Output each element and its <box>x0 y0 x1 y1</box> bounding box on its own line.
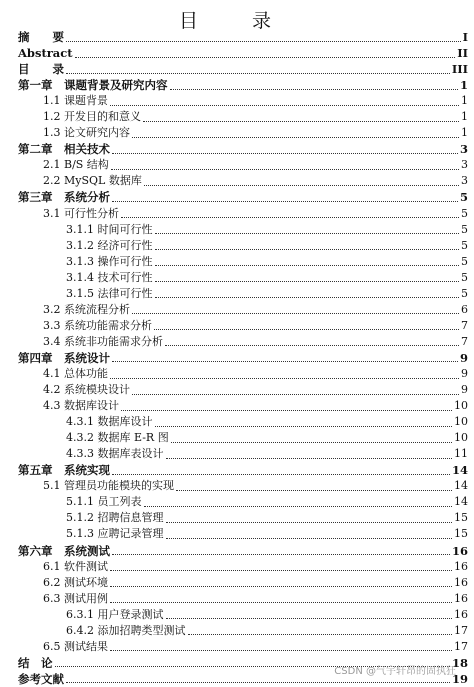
toc-entry-label: 3.1.2 经济可行性 <box>66 238 153 252</box>
dot-leader <box>155 426 453 427</box>
toc-entry-page-number: 3 <box>459 142 468 157</box>
toc-entry-page-number: 7 <box>461 318 468 332</box>
toc-section-entry[interactable] <box>0 398 474 414</box>
dot-leader <box>155 249 460 250</box>
dot-leader <box>166 458 453 459</box>
toc-section-entry[interactable] <box>0 591 474 607</box>
toc-chapter-entry[interactable] <box>0 77 474 93</box>
toc-entry-page-number: 3 <box>461 174 468 188</box>
dot-leader <box>121 410 452 411</box>
toc-entry-label: 2.2 MySQL 数据库 <box>43 174 142 188</box>
toc-entry-label: 1.2 开发目的和意义 <box>43 110 141 124</box>
dot-leader <box>75 57 456 58</box>
dot-leader <box>188 634 453 635</box>
toc-subsection-entry[interactable] <box>0 446 474 462</box>
toc-section-entry[interactable] <box>0 173 474 189</box>
toc-section-entry[interactable] <box>0 366 474 382</box>
toc-chapter-entry[interactable] <box>0 45 474 61</box>
dot-leader <box>170 89 458 90</box>
toc-chapter-entry[interactable] <box>0 350 474 366</box>
toc-chapter-entry[interactable] <box>0 462 474 478</box>
toc-entry-page-number: 10 <box>454 431 468 445</box>
toc-section-entry[interactable] <box>0 639 474 655</box>
toc-entry-page-number: 9 <box>459 350 468 365</box>
toc-subsection-entry[interactable] <box>0 607 474 623</box>
toc-entry-label: 6.3.1 用户登录测试 <box>66 607 164 621</box>
toc-chapter-entry[interactable] <box>0 189 474 205</box>
toc-subsection-entry[interactable] <box>0 430 474 446</box>
toc-entry-label: 6.5 测试结果 <box>43 639 108 653</box>
toc-section-entry[interactable] <box>0 575 474 591</box>
toc-entry-label: 4.3.2 数据库 E-R 图 <box>66 431 169 445</box>
dot-leader <box>171 442 452 443</box>
toc-entry-label: 3.1.5 法律可行性 <box>66 286 153 300</box>
toc-entry-page-number: 19 <box>451 671 468 686</box>
dot-leader <box>155 297 460 298</box>
toc-entry-page-number: 18 <box>451 655 468 670</box>
toc-entry-label: 2.1 B/S 结构 <box>43 158 109 172</box>
toc-entry-label: 4.1 总体功能 <box>43 366 108 380</box>
toc-entry-page-number: 15 <box>454 527 468 541</box>
toc-subsection-entry[interactable] <box>0 286 474 302</box>
toc-entry-label: 3.2 系统流程分析 <box>43 302 130 316</box>
toc-subsection-entry[interactable] <box>0 526 474 542</box>
dot-leader <box>143 121 459 122</box>
toc-chapter-entry[interactable] <box>0 543 474 559</box>
toc-entry-page-number: 1 <box>459 78 468 93</box>
dot-leader <box>165 345 459 346</box>
toc-entry-page-number: 14 <box>451 463 468 478</box>
toc-entry-page-number: 11 <box>454 447 468 461</box>
toc-entry-label: 6.2 测试环境 <box>43 575 108 589</box>
toc-entry-label: 5.1.2 招聘信息管理 <box>66 511 164 525</box>
toc-entry-label: 3.4 系统非功能需求分析 <box>43 334 163 348</box>
toc-entry-label: 参考文献 <box>18 671 64 686</box>
dot-leader <box>132 394 459 395</box>
dot-leader <box>110 570 452 571</box>
dot-leader <box>166 538 453 539</box>
toc-entry-page-number: 6 <box>461 302 468 316</box>
toc-section-entry[interactable] <box>0 109 474 125</box>
toc-entry-label: 目 录 <box>18 62 64 77</box>
toc-entry-page-number: 9 <box>461 366 468 380</box>
toc-entry-label: 5.1.3 应聘记录管理 <box>66 527 164 541</box>
toc-chapter-entry[interactable] <box>0 61 474 77</box>
dot-leader <box>111 169 459 170</box>
dot-leader <box>112 361 458 362</box>
toc-entry-page-number: 3 <box>461 158 468 172</box>
toc-entry-page-number: 5 <box>459 190 468 205</box>
toc-entry-label: Abstract <box>18 46 73 61</box>
dot-leader <box>112 153 458 154</box>
dot-leader <box>166 522 453 523</box>
toc-subsection-entry[interactable] <box>0 238 474 254</box>
watermark: CSDN @气宇轩昂的固执狂 <box>334 666 456 677</box>
toc-section-entry[interactable] <box>0 93 474 109</box>
toc-entry-label: 4.3.1 数据库设计 <box>66 415 153 429</box>
dot-leader <box>176 490 452 491</box>
toc-entry-page-number: 14 <box>454 479 468 493</box>
toc-subsection-entry[interactable] <box>0 270 474 286</box>
toc-entry-label: 第一章 课题背景及研究内容 <box>18 78 168 93</box>
toc-subsection-entry[interactable] <box>0 494 474 510</box>
toc-entry-page-number: 16 <box>451 543 468 558</box>
toc-entry-label: 5.1 管理员功能模块的实现 <box>43 479 174 493</box>
dot-leader <box>166 618 453 619</box>
toc-subsection-entry[interactable] <box>0 510 474 526</box>
dot-leader <box>112 201 458 202</box>
dot-leader <box>154 329 459 330</box>
toc-entry-label: 摘 要 <box>18 30 64 44</box>
toc-section-entry[interactable] <box>0 382 474 398</box>
toc-entry-label: 4.2 系统模块设计 <box>43 383 130 397</box>
dot-leader <box>155 233 460 234</box>
toc-entry-page-number: 5 <box>461 238 468 252</box>
toc-entry-page-number: 15 <box>454 511 468 525</box>
toc-subsection-entry[interactable] <box>0 222 474 238</box>
dot-leader <box>144 506 453 507</box>
toc-entry-label: 3.1 可行性分析 <box>43 206 119 220</box>
dot-leader <box>66 73 450 74</box>
toc-entry-label: 3.1.4 技术可行性 <box>66 270 153 284</box>
dot-leader <box>121 217 459 218</box>
toc-entry-label: 结 论 <box>18 655 53 670</box>
toc-entry-page-number: II <box>457 46 468 61</box>
toc-section-entry[interactable] <box>0 334 474 350</box>
toc-entry-page-number: 10 <box>454 415 468 429</box>
toc-subsection-entry[interactable] <box>0 254 474 270</box>
toc-entry-label: 第四章 系统设计 <box>18 350 110 365</box>
toc-subsection-entry[interactable] <box>0 623 474 639</box>
toc-section-entry[interactable] <box>0 478 474 494</box>
toc-entry-label: 3.3 系统功能需求分析 <box>43 318 152 332</box>
table-of-contents <box>0 29 474 687</box>
toc-entry-label: 1.3 论文研究内容 <box>43 126 130 140</box>
dot-leader <box>66 682 450 683</box>
toc-entry-label: 6.4.2 添加招聘类型测试 <box>66 623 186 637</box>
toc-chapter-entry[interactable] <box>0 141 474 157</box>
dot-leader <box>155 265 460 266</box>
toc-entry-label: 4.3 数据库设计 <box>43 399 119 413</box>
toc-entry-page-number: 16 <box>454 607 468 621</box>
toc-entry-page-number: III <box>451 62 468 77</box>
toc-entry-label: 第五章 系统实现 <box>18 463 110 478</box>
toc-entry-label: 6.3 测试用例 <box>43 591 108 605</box>
toc-entry-label: 第二章 相关技术 <box>18 142 110 157</box>
dot-leader <box>132 137 459 138</box>
dot-leader <box>112 474 450 475</box>
toc-entry-page-number: 16 <box>454 575 468 589</box>
toc-entry-label: 6.1 软件测试 <box>43 559 108 573</box>
toc-entry-page-number: 16 <box>454 591 468 605</box>
toc-section-entry[interactable] <box>0 318 474 334</box>
toc-entry-page-number: 5 <box>461 286 468 300</box>
toc-entry-label: 3.1.1 时间可行性 <box>66 222 153 236</box>
page-title: 目 录 <box>178 10 296 32</box>
dot-leader <box>66 41 461 42</box>
toc-entry-page-number: 14 <box>454 495 468 509</box>
toc-entry-page-number: 5 <box>461 270 468 284</box>
dot-leader <box>132 313 459 314</box>
dot-leader <box>110 602 452 603</box>
toc-entry-page-number: 1 <box>461 110 468 124</box>
dot-leader <box>110 105 459 106</box>
toc-entry-page-number: 7 <box>461 334 468 348</box>
toc-entry-page-number: 5 <box>461 254 468 268</box>
toc-entry-label: 5.1.1 员工列表 <box>66 495 142 509</box>
dot-leader <box>110 586 452 587</box>
toc-entry-page-number: 1 <box>461 94 468 108</box>
toc-entry-label: 1.1 课题背景 <box>43 94 108 108</box>
toc-entry-page-number: 10 <box>454 399 468 413</box>
toc-entry-page-number: I <box>462 30 468 44</box>
dot-leader <box>110 378 459 379</box>
toc-entry-page-number: 16 <box>454 559 468 573</box>
dot-leader <box>155 281 460 282</box>
dot-leader <box>144 185 459 186</box>
toc-entry-page-number: 17 <box>454 623 468 637</box>
toc-section-entry[interactable] <box>0 157 474 173</box>
toc-section-entry[interactable] <box>0 206 474 222</box>
toc-entry-label: 第六章 系统测试 <box>18 543 110 558</box>
dot-leader <box>110 650 452 651</box>
toc-section-entry[interactable] <box>0 125 474 141</box>
toc-entry-label: 第三章 系统分析 <box>18 190 110 205</box>
toc-chapter-entry[interactable] <box>0 29 474 45</box>
dot-leader <box>112 554 450 555</box>
toc-entry-page-number: 5 <box>461 206 468 220</box>
toc-entry-page-number: 9 <box>461 383 468 397</box>
toc-section-entry[interactable] <box>0 559 474 575</box>
toc-entry-label: 4.3.3 数据库表设计 <box>66 447 164 461</box>
toc-entry-page-number: 17 <box>454 639 468 653</box>
toc-subsection-entry[interactable] <box>0 414 474 430</box>
toc-entry-page-number: 5 <box>461 222 468 236</box>
toc-section-entry[interactable] <box>0 302 474 318</box>
toc-entry-page-number: 1 <box>461 126 468 140</box>
toc-entry-label: 3.1.3 操作可行性 <box>66 254 153 268</box>
